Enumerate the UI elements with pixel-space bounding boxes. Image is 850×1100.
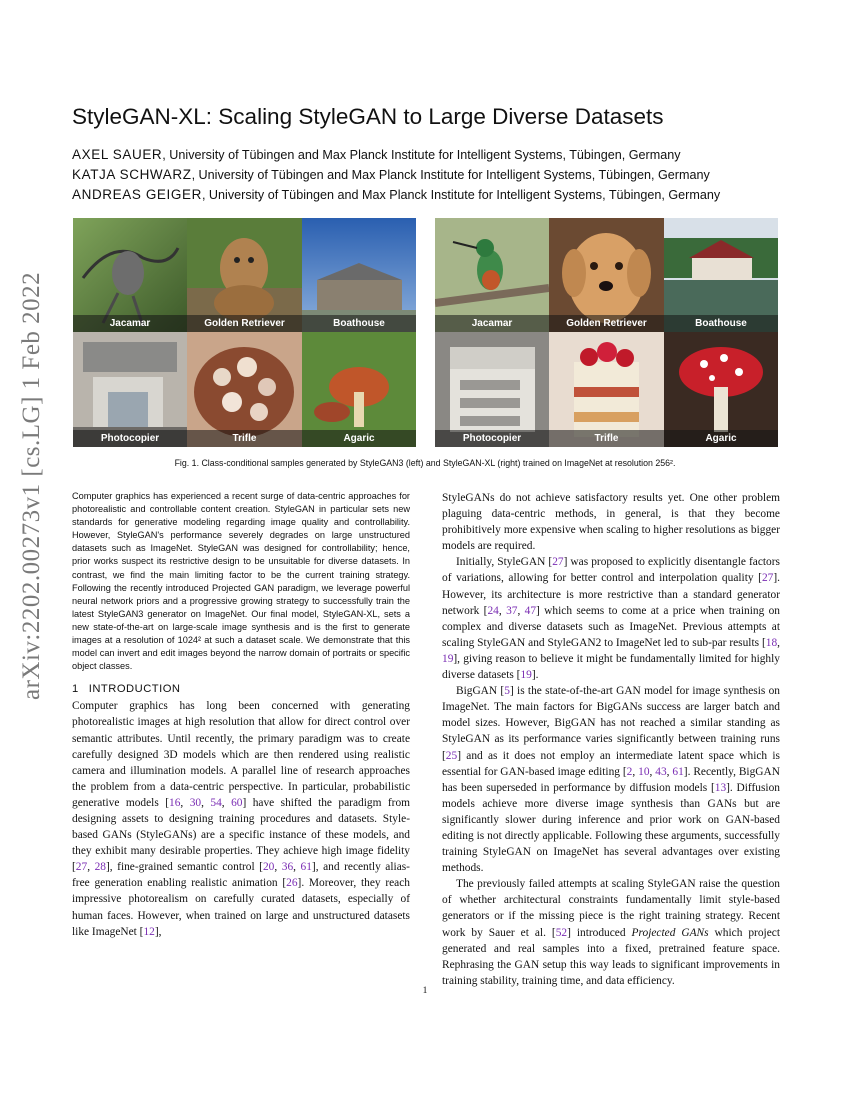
- author-name: KATJA SCHWARZ: [72, 167, 192, 182]
- sample-image-golden-retriever: [187, 218, 302, 332]
- intro-paragraph: Computer graphics has long been concerned with generating photorealistic images at high resolution that allow for direct control over semantic attributes. Until recently, the primary paradigm was to create carefully designed 3D models which are then rendered using realistic camera and illumination models. A parallel line of research approaches the problem from a data-centric perspective. In particular, probabilistic generative models [16, 30, 54, 60] have shifted the paradigm from designing assets to designing training procedures and datasets. Style-based GANs (StyleGANs) are a specific instance of these models, and they exhibit many desirable properties. They achieve high image fidelity [27, 28], fine-grained semantic control [20, 36, 61], and recently alias-free generation enabling realistic animation [26]. Moreover, they reach impressive photorealism on carefully curated datasets, especially of human faces. However, when trained on large and unstructured datasets like ImageNet [12],: [72, 700, 411, 938]
- citation-link[interactable]: 43: [655, 765, 667, 778]
- sample-label: Golden Retriever: [549, 315, 664, 332]
- author-name: ANDREAS GEIGER: [72, 187, 202, 202]
- sample-label: Photocopier: [435, 430, 549, 447]
- sample-image-golden-retriever: [549, 218, 664, 332]
- stylegan3-sample-grid: [73, 218, 416, 447]
- sample-image-jacamar: [73, 218, 187, 332]
- page-number: 1: [422, 986, 428, 996]
- citation-link[interactable]: 12: [143, 925, 155, 938]
- sample-label: Trifle: [549, 430, 664, 447]
- citation-link[interactable]: 13: [714, 781, 727, 794]
- abstract: Computer graphics has experienced a recent surge of data-centric approaches for photorealistic and controllable content creation. StyleGAN in particular sets new standards for generative modeling regarding image quality and controllability. However, StyleGAN's performance severely degrades on large unstructured datasets such as ImageNet. StyleGAN was designed for controllability; hence, prior works suspect its restrictive design to be unsuitable for diverse datasets. In contrast, we find the main limiting factor to be the current training strategy. Following the recently introduced Projected GAN paradigm, we leverage powerful neural network priors and a progressive growing strategy to successfully train the latest StyleGAN3 generator on ImageNet. Our final model, StyleGAN-XL, sets a new state-of-the-art on large-scale image synthesis and is the first to generate images at a resolution of 1024² at such a dataset scale. We demonstrate that this model can invert and edit images beyond the narrow domain of portraits or specific object classes.: [72, 491, 410, 672]
- citation-link[interactable]: 30: [189, 796, 202, 809]
- citation-link[interactable]: 27: [761, 572, 774, 585]
- intro-paragraph: The previously failed attempts at scaling StyleGAN raise the question of whether architectural constraints fundamentally limit style-based generators or if the missing piece is the right training strategy. Recent work by Sauer et al. [52] introduced Projected GANs which project generated and real samples into a fixed, pretrained feature space. Rephrasing the GAN setup this way leads to significant improvements in training stability, training time, and data efficiency.: [442, 878, 780, 987]
- citation-link[interactable]: 36: [281, 861, 294, 874]
- citation-link[interactable]: 27: [75, 861, 88, 874]
- intro-paragraph: BigGAN [5] is the state-of-the-art GAN model for image synthesis on ImageNet. The main factors for BigGANs success are larger batch and model sizes. However, BigGAN has not reached a similar standing as StyleGAN as its performance varies significantly between training runs [25] and as it does not employ an intermediate latent space which is essential for GAN-based image editing [2, 10, 43, 61]. Recently, BigGAN has been superseded in performance by diffusion models [13]. Diffusion models achieve more diverse image synthesis than GANs but are significantly slower during inference and prior work on GAN-based editing is not directly applicable. Following these arguments, successfully training StyleGAN on ImageNet has several advantages over existing methods.: [442, 685, 781, 875]
- sample-label: Golden Retriever: [187, 315, 302, 332]
- sample-label: Boathouse: [302, 315, 416, 332]
- citation-link[interactable]: 60: [231, 796, 243, 809]
- citation-link[interactable]: 18: [765, 636, 778, 649]
- stylegan-xl-sample-grid: [435, 218, 778, 447]
- citation-link[interactable]: 61: [300, 861, 312, 874]
- citation-link[interactable]: 28: [94, 861, 106, 874]
- section-heading: [72, 683, 410, 695]
- citation-link[interactable]: 19: [520, 669, 532, 682]
- citation-link[interactable]: 2: [626, 765, 633, 778]
- sample-label: Jacamar: [435, 315, 549, 332]
- sample-image-boathouse: [664, 218, 778, 332]
- sample-label: Photocopier: [73, 430, 187, 447]
- intro-paragraph: Initially, StyleGAN [27] was proposed to explicitly disentangle factors of variations, allowing for better control and interpolation quality [27]. However, its architecture is more restrictive than a standard generator network [24, 37, 47] which seems to come at a price when training on complex and diverse datasets such as ImageNet. Previous attempts at scaling StyleGAN and StyleGAN2 to ImageNet led to sub-par results [18, 19], giving reason to believe it might be fundamentally limited for highly diverse datasets [19].: [442, 556, 781, 682]
- citation-link[interactable]: 54: [210, 796, 222, 809]
- sample-label: Boathouse: [664, 315, 778, 332]
- citation-link[interactable]: 61: [672, 765, 684, 778]
- sample-image-trifle: [187, 332, 302, 447]
- sample-image-jacamar: [435, 218, 549, 332]
- intro-paragraph: StyleGANs do not achieve satisfactory results yet. One other problem plaguing data-centric methods, in general, is that they become prohibitively more expensive when scaling to higher resolutions as bigger models are required.: [442, 492, 780, 553]
- sample-image-trifle: [549, 332, 664, 447]
- sample-image-agaric: [302, 332, 416, 447]
- paper-title: StyleGAN-XL: Scaling StyleGAN to Large Diverse Datasets: [72, 104, 664, 129]
- citation-link[interactable]: 37: [506, 604, 518, 617]
- author-line: [72, 145, 792, 165]
- sample-image-agaric: [664, 332, 778, 447]
- emphasis-text: Projected GANs: [631, 926, 709, 939]
- citation-link[interactable]: 27: [552, 556, 564, 569]
- citation-link[interactable]: 52: [555, 926, 568, 939]
- author-line: [72, 185, 792, 205]
- author-affiliation: , University of Tübingen and Max Planck Institute for Intelligent Systems, Tübingen, Germany: [162, 148, 681, 162]
- sample-image-boathouse: [302, 218, 416, 332]
- author-affiliation: , University of Tübingen and Max Planck Institute for Intelligent Systems, Tübingen, Germany: [191, 168, 710, 182]
- author-name: AXEL SAUER: [72, 147, 163, 162]
- sample-image-photocopier: [73, 332, 187, 447]
- author-affiliation: , University of Tübingen and Max Planck Institute for Intelligent Systems, Tübingen, Germany: [201, 188, 721, 202]
- author-list: [72, 145, 792, 205]
- citation-link[interactable]: 19: [442, 652, 454, 665]
- citation-link[interactable]: 16: [169, 796, 181, 809]
- sample-image-photocopier: [435, 332, 549, 447]
- citation-link[interactable]: 26: [286, 877, 298, 890]
- figure-caption: Fig. 1. Class-conditional samples generated by StyleGAN3 (left) and StyleGAN-XL (right) trained on ImageNet at resolution 256².: [174, 458, 676, 468]
- citation-link[interactable]: 5: [504, 685, 510, 698]
- sample-label: Trifle: [187, 430, 302, 447]
- citation-link[interactable]: 25: [445, 749, 458, 762]
- left-column: [72, 490, 410, 940]
- author-line: [72, 165, 792, 185]
- citation-link[interactable]: 10: [638, 765, 650, 778]
- right-column: [442, 490, 780, 989]
- sample-label: Agaric: [302, 430, 416, 447]
- section-title: INTRODUCTION: [88, 683, 181, 696]
- citation-link[interactable]: 47: [524, 604, 537, 617]
- section-number: 1: [72, 683, 79, 696]
- sample-label: Jacamar: [73, 315, 187, 332]
- sample-label: Agaric: [664, 430, 778, 447]
- citation-link[interactable]: 24: [487, 604, 499, 617]
- citation-link[interactable]: 20: [262, 861, 275, 874]
- arxiv-identifier: arXiv:2202.00273v1 [cs.LG] 1 Feb 2022: [18, 271, 45, 700]
